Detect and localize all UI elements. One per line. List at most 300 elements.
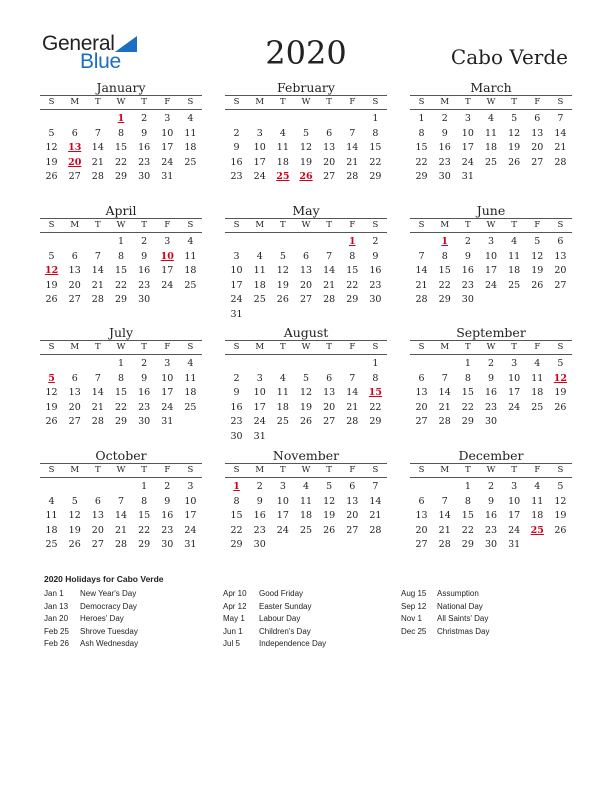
weekday-label: T [95,220,101,230]
month-name: April [105,203,137,218]
day-cell: 15 [230,510,243,522]
day-cell: 13 [323,142,336,154]
day-cell: 9 [141,372,148,384]
day-cell: 7 [94,250,101,262]
day-cell: 11 [45,510,58,522]
holiday-name: Easter Sunday [259,601,312,611]
day-cell: 27 [299,294,313,306]
day-cell: 26 [508,156,521,168]
weekday-label: T [511,220,517,230]
day-grid [225,480,387,553]
weekday-label: T [465,342,471,352]
holiday-name: Shrove Tuesday [80,626,138,636]
day-cell: 15 [415,142,428,154]
day-cell: 10 [508,495,521,507]
day-cell: 10 [253,387,266,399]
day-cell: 16 [138,142,151,154]
day-cell: 16 [230,401,243,413]
weekday-label: M [70,465,80,475]
day-cell: 24 [484,279,498,291]
weekday-label: F [349,220,356,230]
day-cell: 29 [461,539,474,551]
day-cell: 24 [161,401,174,413]
day-cell: 7 [94,372,101,384]
day-cell: 3 [187,481,194,492]
day-cell: 4 [187,236,194,247]
weekday-label: S [233,342,240,352]
weekday-header [225,218,387,233]
day-cell: 23 [484,524,498,536]
day-cell: 5 [557,481,564,492]
weekday-header [410,218,572,233]
day-cell: 4 [534,358,541,369]
logo-blue-text: Blue [80,50,121,73]
day-cell: 8 [117,250,125,262]
day-cell: 5 [48,250,55,262]
day-cell: 6 [418,495,425,507]
weekday-header [225,463,387,478]
holiday-row [401,601,489,614]
day-cell: 6 [302,250,310,262]
day-cell: 21 [346,156,359,168]
holiday-day-cell: 15 [368,387,383,399]
day-cell: 1 [464,358,471,369]
weekday-header [40,340,202,355]
day-cell: 26 [531,279,544,291]
weekday-label: S [557,465,564,475]
holiday-name: Independence Day [259,639,327,648]
empty-cell [63,357,86,372]
day-cell: 18 [276,156,289,168]
day-cell: 10 [161,372,174,384]
day-cell: 10 [461,127,474,139]
holiday-day-cell: 25 [276,171,290,183]
holiday-date: Aug 15 [401,589,427,598]
holiday-column [44,588,138,651]
month-december [410,448,572,553]
empty-cell [433,357,456,372]
month-name: May [292,203,320,218]
month-name: December [458,448,524,463]
day-cell: 20 [415,401,428,413]
weekday-label: S [187,342,194,352]
day-cell: 21 [91,401,104,413]
day-cell: 17 [161,265,174,277]
day-cell: 18 [484,142,498,154]
day-cell: 21 [554,142,567,154]
day-cell: 26 [276,294,289,306]
weekday-label: S [187,465,194,475]
day-cell: 29 [415,171,428,183]
weekday-label: T [465,97,471,107]
holiday-date: May 1 [223,614,245,623]
day-cell: 19 [299,156,313,168]
empty-cell [86,235,109,250]
day-cell: 9 [372,250,379,262]
weekday-label: S [418,465,425,475]
empty-cell [109,480,132,495]
day-grid [410,357,572,430]
day-cell: 14 [91,142,104,154]
day-cell: 14 [415,265,428,277]
day-cell: 28 [369,524,382,536]
holiday-row [44,638,138,651]
day-cell: 22 [369,401,382,413]
empty-cell [248,112,271,127]
day-cell: 13 [91,510,104,522]
holiday-date: Jan 20 [44,614,69,623]
weekday-label: S [233,220,240,230]
weekday-label: T [141,342,147,352]
day-cell: 4 [302,481,310,492]
day-cell: 6 [326,127,333,139]
day-cell: 12 [531,250,544,262]
day-cell: 29 [230,539,243,551]
day-cell: 11 [253,265,266,277]
day-cell: 4 [279,372,286,384]
day-cell: 31 [230,308,243,320]
holiday-day-cell: 1 [233,481,240,492]
empty-cell [410,357,433,372]
day-cell: 17 [484,265,498,277]
day-cell: 23 [230,171,243,183]
day-cell: 23 [484,401,498,413]
holiday-column [401,588,489,638]
day-cell: 1 [372,358,379,369]
weekday-label: F [534,97,541,107]
day-cell: 27 [68,416,81,428]
empty-cell [318,112,341,127]
day-cell: 18 [508,265,521,277]
day-cell: 19 [68,524,81,536]
weekday-label: T [511,465,517,475]
holiday-name: New Year's Day [80,589,137,598]
day-cell: 24 [508,524,521,536]
day-cell: 27 [346,524,359,536]
weekday-label: F [164,342,171,352]
holiday-name: Labour Day [259,614,301,623]
day-cell: 29 [461,416,474,428]
logo-general-text: General [42,32,115,55]
day-cell: 10 [484,250,498,262]
day-cell: 6 [71,372,78,384]
weekday-label: T [326,97,332,107]
day-cell: 9 [464,250,471,262]
day-cell: 6 [418,372,425,384]
day-cell: 5 [326,481,333,492]
day-cell: 3 [279,481,286,492]
day-cell: 30 [138,171,151,183]
holiday-name: Heroes' Day [80,614,124,623]
day-cell: 11 [531,372,544,384]
month-name: September [456,325,526,340]
day-cell: 1 [418,113,425,124]
day-cell: 11 [184,250,197,262]
day-grid [410,480,572,553]
day-cell: 7 [418,250,425,262]
day-grid [225,112,387,185]
empty-cell [40,235,63,250]
day-cell: 27 [415,539,428,551]
day-cell: 20 [91,524,104,536]
day-cell: 27 [68,171,81,183]
holiday-name: Ash Wednesday [80,639,139,648]
holiday-row [44,626,138,639]
empty-cell [40,480,63,495]
day-cell: 29 [114,171,128,183]
day-cell: 14 [369,495,382,507]
day-cell: 30 [438,171,451,183]
day-cell: 27 [554,279,567,291]
weekday-label: M [255,97,265,107]
day-cell: 30 [461,294,474,306]
day-cell: 7 [349,127,356,139]
holiday-date: Jul 5 [223,639,240,648]
day-cell: 17 [276,510,289,522]
day-cell: 3 [256,127,263,139]
day-cell: 17 [161,142,174,154]
weekday-label: M [255,465,265,475]
day-cell: 15 [369,142,382,154]
day-cell: 15 [461,387,474,399]
day-cell: 3 [256,372,263,384]
day-cell: 2 [487,358,495,369]
day-cell: 22 [114,156,128,168]
holiday-row [223,601,326,614]
month-april [40,203,202,308]
day-cell: 9 [487,372,495,384]
day-cell: 24 [230,294,243,306]
day-cell: 8 [372,127,379,139]
day-cell: 27 [68,294,81,306]
holiday-column [223,588,326,651]
day-cell: 19 [508,142,521,154]
month-name: November [272,448,340,463]
weekday-label: F [349,342,356,352]
day-cell: 29 [438,294,451,306]
day-cell: 10 [184,495,197,507]
day-cell: 28 [438,416,451,428]
weekday-label: S [557,97,564,107]
weekday-label: T [141,220,147,230]
weekday-label: F [164,465,171,475]
day-cell: 20 [68,279,81,291]
day-cell: 20 [346,510,359,522]
weekday-label: T [326,342,332,352]
empty-cell [248,357,271,372]
weekday-label: M [440,97,450,107]
day-cell: 11 [484,127,498,139]
month-august [225,325,387,445]
weekday-label: F [349,465,356,475]
empty-cell [294,235,317,250]
day-cell: 6 [534,113,541,124]
month-name: January [96,80,146,95]
day-cell: 8 [233,495,240,507]
year-title: 2020 [265,34,347,72]
empty-cell [63,480,86,495]
holiday-day-cell: 10 [160,250,174,262]
holiday-row [44,588,138,601]
weekday-label: T [326,465,332,475]
day-cell: 8 [464,495,471,507]
holiday-name: Good Friday [259,589,304,598]
weekday-header [410,340,572,355]
day-cell: 8 [117,127,125,139]
day-grid [40,357,202,430]
day-cell: 8 [141,495,148,507]
holiday-date: Feb 25 [44,626,69,636]
weekday-label: S [233,97,240,107]
holiday-date: Nov 1 [401,614,422,623]
weekday-label: T [280,220,286,230]
weekday-header [410,463,572,478]
day-cell: 21 [323,279,336,291]
day-cell: 20 [323,156,336,168]
day-cell: 28 [346,416,359,428]
holiday-name: Democracy Day [80,601,137,611]
day-cell: 6 [349,481,356,492]
weekday-label: W [486,97,496,107]
day-cell: 13 [323,387,336,399]
day-grid [40,112,202,185]
day-cell: 22 [369,156,382,168]
day-cell: 13 [299,265,313,277]
day-cell: 8 [117,372,125,384]
day-cell: 27 [531,156,544,168]
day-cell: 18 [299,510,313,522]
day-cell: 20 [531,142,544,154]
day-cell: 22 [461,401,474,413]
empty-cell [271,235,294,250]
weekday-label: M [70,220,80,230]
day-cell: 30 [484,416,498,428]
day-cell: 13 [68,265,81,277]
empty-cell [271,357,294,372]
day-cell: 14 [554,127,567,139]
day-cell: 26 [554,401,567,413]
empty-cell [410,235,433,250]
day-cell: 31 [184,539,197,551]
day-cell: 22 [415,156,428,168]
day-cell: 4 [256,250,263,262]
day-cell: 23 [369,279,382,291]
day-cell: 31 [461,171,474,183]
weekday-header [410,95,572,110]
weekday-label: S [48,220,55,230]
day-cell: 7 [117,495,125,507]
day-cell: 9 [441,127,448,139]
day-cell: 7 [372,481,379,492]
day-cell: 2 [441,113,448,124]
weekday-label: M [440,465,450,475]
day-cell: 14 [346,142,359,154]
weekday-label: W [301,342,311,352]
day-cell: 24 [253,171,266,183]
empty-cell [40,112,63,127]
day-cell: 19 [554,510,567,522]
day-cell: 12 [508,127,521,139]
empty-cell [225,112,248,127]
day-cell: 10 [276,495,289,507]
holiday-row [44,613,138,626]
day-cell: 26 [45,416,58,428]
day-cell: 19 [531,265,544,277]
weekday-label: S [372,465,379,475]
day-cell: 26 [299,416,313,428]
holiday-date: Jun 1 [223,626,243,636]
day-cell: 6 [557,236,564,247]
day-cell: 16 [369,265,382,277]
day-cell: 7 [557,113,564,124]
day-cell: 22 [461,524,474,536]
day-cell: 5 [48,127,55,139]
weekday-header [40,95,202,110]
empty-cell [341,357,364,372]
day-grid [225,235,387,323]
day-cell: 13 [554,250,567,262]
month-name: August [283,325,329,340]
day-cell: 7 [326,250,333,262]
holiday-row [223,613,326,626]
holiday-day-cell: 13 [68,142,82,154]
weekday-label: M [70,97,80,107]
holiday-day-cell: 1 [117,113,125,124]
day-cell: 21 [438,524,451,536]
day-cell: 25 [45,539,58,551]
day-cell: 4 [487,113,495,124]
day-cell: 9 [233,387,240,399]
day-cell: 30 [138,416,151,428]
holiday-row [223,626,326,639]
day-cell: 12 [299,142,313,154]
day-cell: 13 [531,127,544,139]
empty-cell [86,357,109,372]
weekday-label: W [486,342,496,352]
weekday-label: T [465,220,471,230]
day-cell: 1 [141,481,148,492]
day-cell: 25 [484,156,498,168]
month-name: June [476,203,506,218]
day-cell: 22 [230,524,243,536]
day-cell: 24 [276,524,289,536]
day-cell: 12 [276,265,289,277]
day-cell: 18 [184,265,197,277]
weekday-label: S [418,342,425,352]
day-cell: 22 [438,279,451,291]
day-cell: 28 [346,171,359,183]
holiday-name: Assumption [437,589,479,598]
day-cell: 25 [184,156,197,168]
weekday-label: S [557,220,564,230]
day-cell: 9 [141,250,148,262]
day-cell: 18 [531,387,544,399]
day-cell: 30 [161,539,174,551]
empty-cell [433,480,456,495]
holiday-day-cell: 25 [530,524,544,536]
day-cell: 26 [45,171,58,183]
day-cell: 16 [138,387,151,399]
holiday-row [223,638,326,651]
day-cell: 28 [91,171,104,183]
holiday-day-cell: 12 [44,265,59,277]
day-cell: 10 [161,127,174,139]
weekday-label: T [141,465,147,475]
holiday-day-cell: 26 [299,171,313,183]
day-cell: 5 [534,236,541,247]
day-cell: 24 [461,156,474,168]
day-cell: 30 [138,294,151,306]
